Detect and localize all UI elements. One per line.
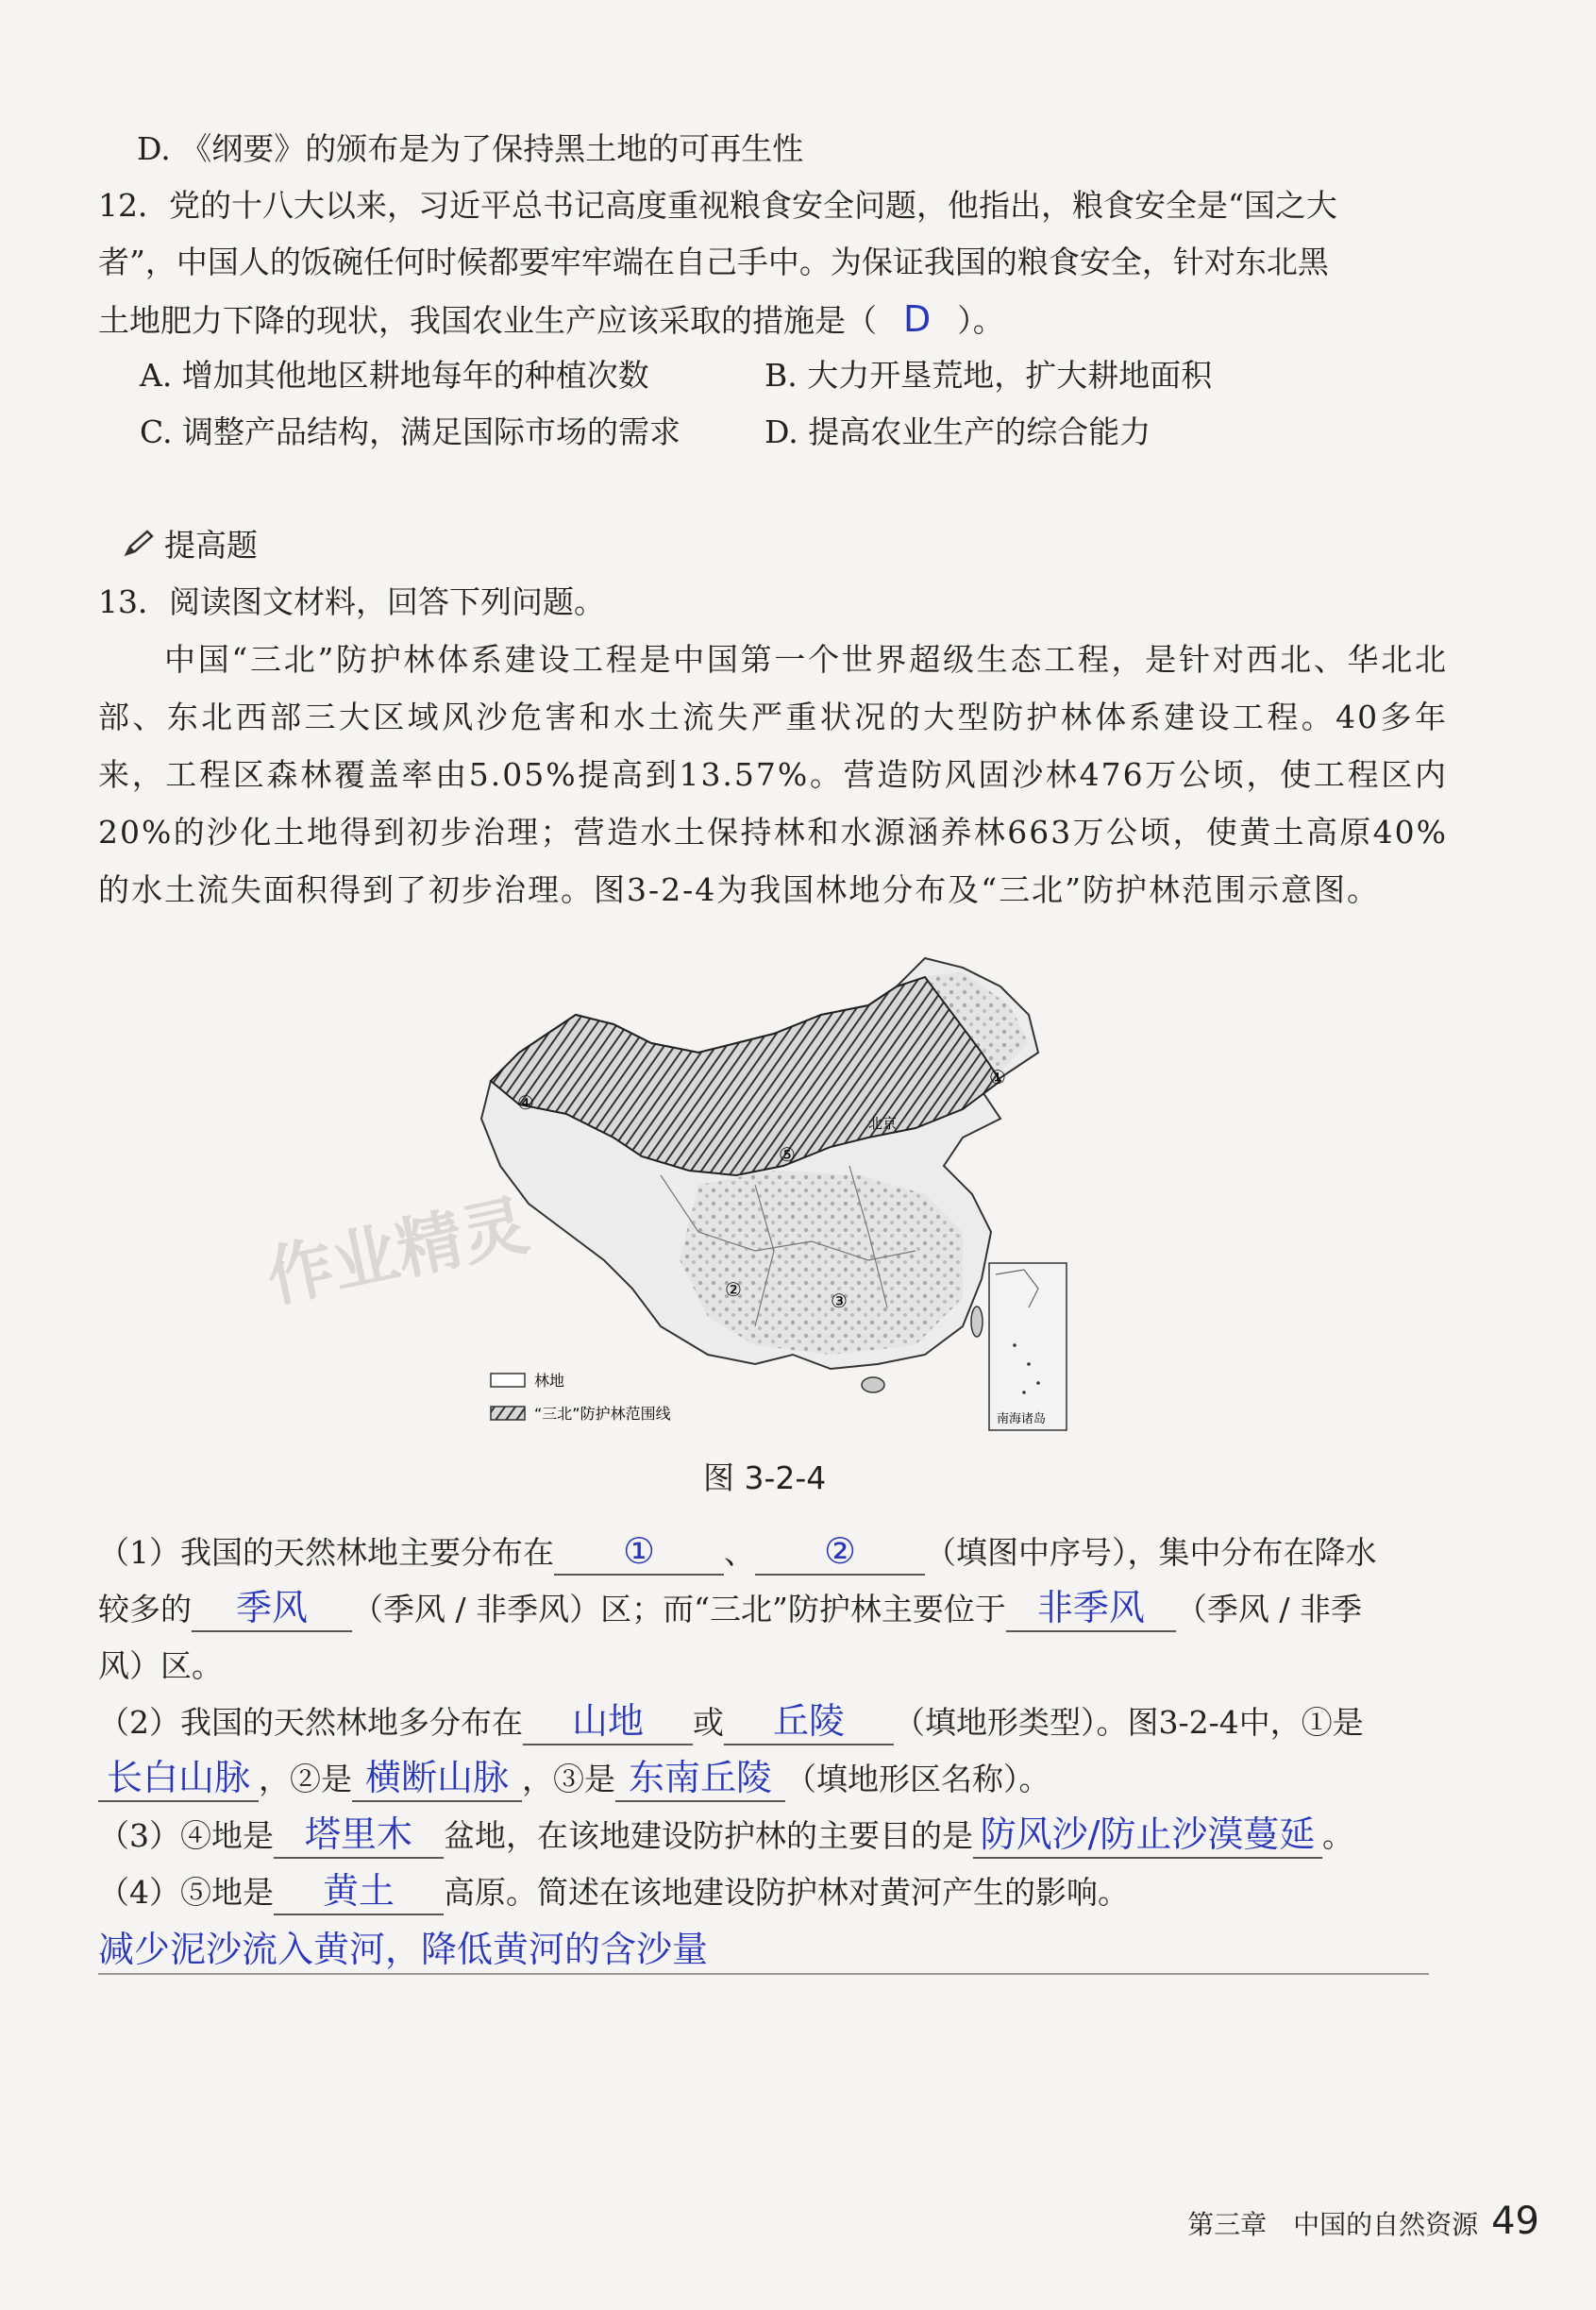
label-south-sea: 南海诸岛	[997, 1412, 1047, 1426]
footer-chapter: 第三章 中国的自然资源	[1187, 2209, 1479, 2240]
q12-option-b: B. 大力开垦荒地，扩大耕地面积	[764, 357, 1213, 394]
page-footer	[1187, 2200, 1539, 2243]
south-sea-inset	[989, 1263, 1067, 1430]
q13-sub2-or: 或	[693, 1704, 724, 1741]
q13-sub2-blank2	[724, 1700, 894, 1745]
page-number: 49	[1491, 2200, 1539, 2243]
q13-sub3-blank2	[973, 1813, 1322, 1859]
label-beijing: 北京	[868, 1115, 898, 1132]
q13-sub1-blank4	[1006, 1587, 1176, 1632]
q12-line1: 12．党的十八大以来，习近平总书记高度重视粮食安全问题，他指出，粮食安全是“国之大	[98, 187, 1337, 224]
q13-sub3-blank1	[274, 1813, 444, 1859]
q13-sub2-blank3	[98, 1757, 259, 1802]
q13-sub1-line1	[98, 1529, 1377, 1577]
q12-line3-text: 土地肥力下降的现状，我国农业生产应该采取的措施是（	[98, 302, 877, 339]
marker-5: ⑤	[779, 1143, 796, 1166]
q13-sub2-ans2: 丘陵	[772, 1700, 845, 1742]
q13-sub1-blank3	[192, 1587, 352, 1632]
q13-sub1-ans1: ①	[622, 1530, 656, 1572]
q13-sub2-blank4	[352, 1757, 522, 1802]
q13-sub2-p2: ，②是	[259, 1761, 352, 1797]
q13-sub1-ans4: 非季风	[1036, 1587, 1145, 1628]
q13-paragraph: 中国“三北”防护林体系建设工程是中国第一个世界超级生态工程，是针对西北、华北北部、东北西部三大区域风沙危害和水土流失严重状况的大型防护林体系建设工程。40多年来，工程区森林覆盖率由5.05%提高到13.57%。营造防风固沙林476万公顷，使工程区内20%的沙化土地得到初步治理；营造水土保持林和水源涵养林663万公顷，使黄土高原40%的水土流失面积得到了初步治理。图3-2-4为我国林地分布及“三北”防护林范围示意图。	[98, 641, 1448, 908]
marker-1: ①	[989, 1066, 1006, 1088]
legend-sanbei: “三北”防护林范围线	[534, 1405, 671, 1423]
q12-option-d: D. 提高农业生产的综合能力	[764, 413, 1151, 450]
legend-forest-swatch	[491, 1374, 525, 1387]
q13-stem: 13．阅读图文材料，回答下列问题。	[98, 583, 605, 620]
china-forest-map	[472, 949, 1076, 1440]
q13-sub1-mid: （填图中序号），集中分布在降水	[925, 1534, 1377, 1571]
pencil-icon	[123, 524, 155, 571]
q13-sub3-ans2: 防风沙/防止沙漠蔓延	[980, 1813, 1316, 1855]
q12-option-a: A. 增加其他地区耕地每年的种植次数	[140, 357, 649, 394]
q12-line3	[98, 295, 1004, 345]
marker-4: ④	[517, 1091, 534, 1114]
q13-sub1-sep: 、	[724, 1534, 755, 1571]
q13-sub1-ans3: 季风	[235, 1587, 308, 1628]
watermark: 作业精灵	[260, 1186, 535, 1318]
figure-caption: 图 3-2-4	[703, 1459, 827, 1496]
q13-sub1-line2-mid: （季风 / 非季风）区；而“三北”防护林主要位于	[352, 1591, 1006, 1627]
q13-sub2-ans3: 长白山脉	[106, 1757, 250, 1798]
q13-sub1-blank2	[755, 1530, 925, 1576]
q13-sub2-ans5: 东南丘陵	[628, 1757, 772, 1798]
q13-sub4-line	[98, 1869, 1129, 1916]
q13-sub1-line3: 风）区。	[98, 1647, 223, 1684]
q13-sub3-line	[98, 1813, 1353, 1860]
q13-sub2-ans4: 横断山脉	[364, 1757, 509, 1798]
q11-option-d: D. 《纲要》的颁布是为了保持黑土地的可再生性	[137, 130, 804, 167]
q13-sub4-blank1	[274, 1870, 444, 1915]
q13-sub3-suffix: 。	[1322, 1817, 1353, 1854]
q13-sub2-ans1: 山地	[571, 1700, 644, 1742]
q12-option-c: C. 调整产品结构，满足国际市场的需求	[140, 413, 681, 450]
q13-sub1-line2	[98, 1586, 1362, 1633]
q13-sub3-mid: 盆地，在该地建设防护林的主要目的是	[444, 1817, 973, 1854]
legend-forest: 林地	[534, 1372, 565, 1390]
q13-sub1-line2-suffix: （季风 / 非季	[1175, 1591, 1362, 1627]
q13-sub3-prefix: （3）④地是	[98, 1817, 274, 1854]
q13-sub2-mid: （填地形类型）。图3-2-4中，①是	[894, 1704, 1364, 1741]
q13-sub4-prefix: （4）⑤地是	[98, 1874, 274, 1911]
section-title-text: 提高题	[164, 527, 258, 564]
q13-sub1-prefix: （1）我国的天然林地主要分布在	[98, 1534, 554, 1571]
section-title	[123, 522, 258, 571]
q13-sub2-line1	[98, 1699, 1364, 1746]
marker-3: ③	[831, 1290, 848, 1312]
q13-sub4-answer-rule	[98, 1973, 1429, 1975]
q12-answer: D	[903, 298, 932, 340]
q13-sub2-blank1	[523, 1700, 693, 1745]
q12-line2: 者”，中国人的饭碗任何时候都要牢牢端在自己手中。为保证我国的粮食安全，针对东北黑	[98, 244, 1329, 280]
q12-line3-end: ）。	[957, 302, 1004, 339]
q13-sub2-suffix: （填地形区名称）。	[785, 1761, 1050, 1797]
q13-sub2-p3: ，③是	[522, 1761, 615, 1797]
q13-sub1-ans2: ②	[823, 1530, 857, 1572]
q13-sub4-ans1: 黄土	[322, 1870, 395, 1912]
legend-sanbei-swatch	[491, 1407, 525, 1420]
marker-2: ②	[725, 1278, 742, 1301]
q13-sub2-blank5	[615, 1757, 785, 1802]
q13-sub2-line2	[98, 1756, 1050, 1803]
q13-sub2-prefix: （2）我国的天然林地多分布在	[98, 1704, 523, 1741]
q13-sub4-mid: 高原。简述在该地建设防护林对黄河产生的影响。	[444, 1874, 1129, 1911]
q13-sub4-answer: 减少泥沙流入黄河，降低黄河的含沙量	[98, 1929, 709, 1970]
q13-sub1-line2-prefix: 较多的	[98, 1591, 192, 1627]
q13-sub1-blank1	[554, 1530, 724, 1576]
q13-sub3-ans1: 塔里木	[304, 1813, 412, 1855]
